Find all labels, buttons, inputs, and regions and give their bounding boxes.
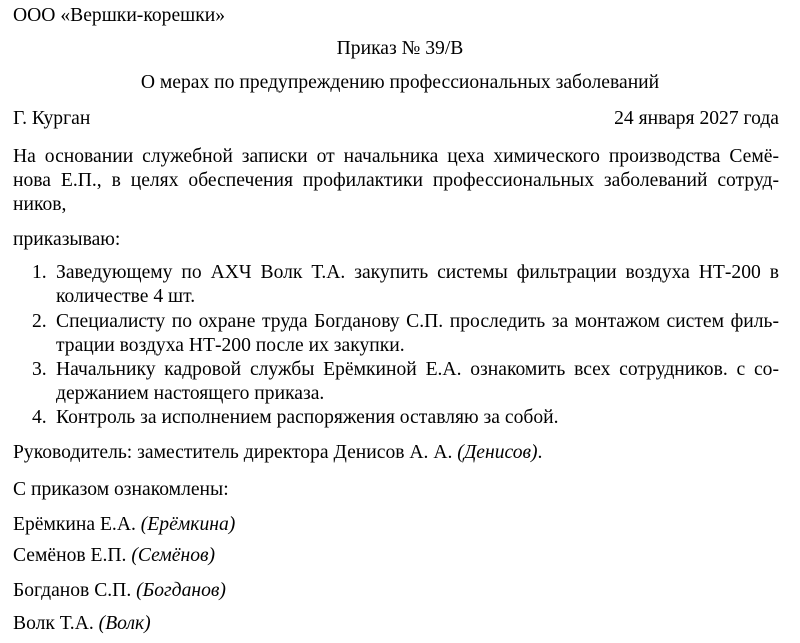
head-signature-line <box>13 440 542 465</box>
order-word: приказываю: <box>13 229 121 250</box>
order-date: 24 января 2027 года <box>614 108 779 129</box>
list-item-line: Специалисту по охране труда Богданову С.П. проследить за монтажом систем филь- <box>56 311 779 332</box>
list-item-number: 4. <box>32 407 47 428</box>
acquainted-signature: (Волк) <box>98 613 151 634</box>
list-item-number: 1. <box>32 262 47 283</box>
list-item-line: Заведующему по АХЧ Волк Т.А. закупить системы фильтрации воздуха НТ-200 в <box>56 262 779 283</box>
order-subject: О мерах по предупреждению профессиональных заболеваний <box>140 72 660 93</box>
acquainted-signature: (Ерёмкина) <box>140 514 236 535</box>
head-dot: . <box>537 442 543 463</box>
acquainted-signature: (Семёнов) <box>131 545 216 566</box>
acquainted-row <box>13 578 226 603</box>
organization-name: ООО «Вершки-корешки» <box>13 5 226 26</box>
acquainted-row <box>13 611 151 636</box>
acquainted-name: Семёнов Е.П. <box>13 545 127 566</box>
preamble-line-2: нова Е.П., в целях обеспечения профилактики профессиональных заболеваний сотруд- <box>13 170 779 191</box>
preamble-line-3: ников, <box>13 194 67 215</box>
list-item-number: 2. <box>32 311 47 332</box>
acquainted-name: Ерёмкина Е.А. <box>13 514 136 535</box>
list-item-line: количестве 4 шт. <box>56 286 196 307</box>
acquainted-row <box>13 512 235 537</box>
head-label: Руководитель: заместитель директора Денисов А. А. <box>13 442 453 463</box>
list-item-number: 3. <box>32 359 47 380</box>
list-item-line: держанием настоящего приказа. <box>56 383 325 404</box>
acquainted-label: С приказом ознакомлены: <box>13 479 229 500</box>
city: Г. Курган <box>13 108 91 129</box>
acquainted-name: Богданов С.П. <box>13 580 132 601</box>
head-signature: (Денисов) <box>457 442 538 463</box>
acquainted-row <box>13 543 215 568</box>
acquainted-signature: (Богданов) <box>136 580 226 601</box>
list-item-line: трации воздуха НТ-200 после их закупки. <box>56 335 405 356</box>
list-item-line: Контроль за исполнением распоряжения оставляю за собой. <box>56 407 559 428</box>
list-item-line: Начальнику кадровой службы Ерёмкиной Е.А. ознакомить всех сотрудников. с со- <box>56 359 779 380</box>
order-title: Приказ № 39/В <box>336 38 464 59</box>
acquainted-name: Волк Т.А. <box>13 613 94 634</box>
preamble-line-1: На основании служебной записки от начальника цеха химического производства Семё- <box>13 146 779 167</box>
